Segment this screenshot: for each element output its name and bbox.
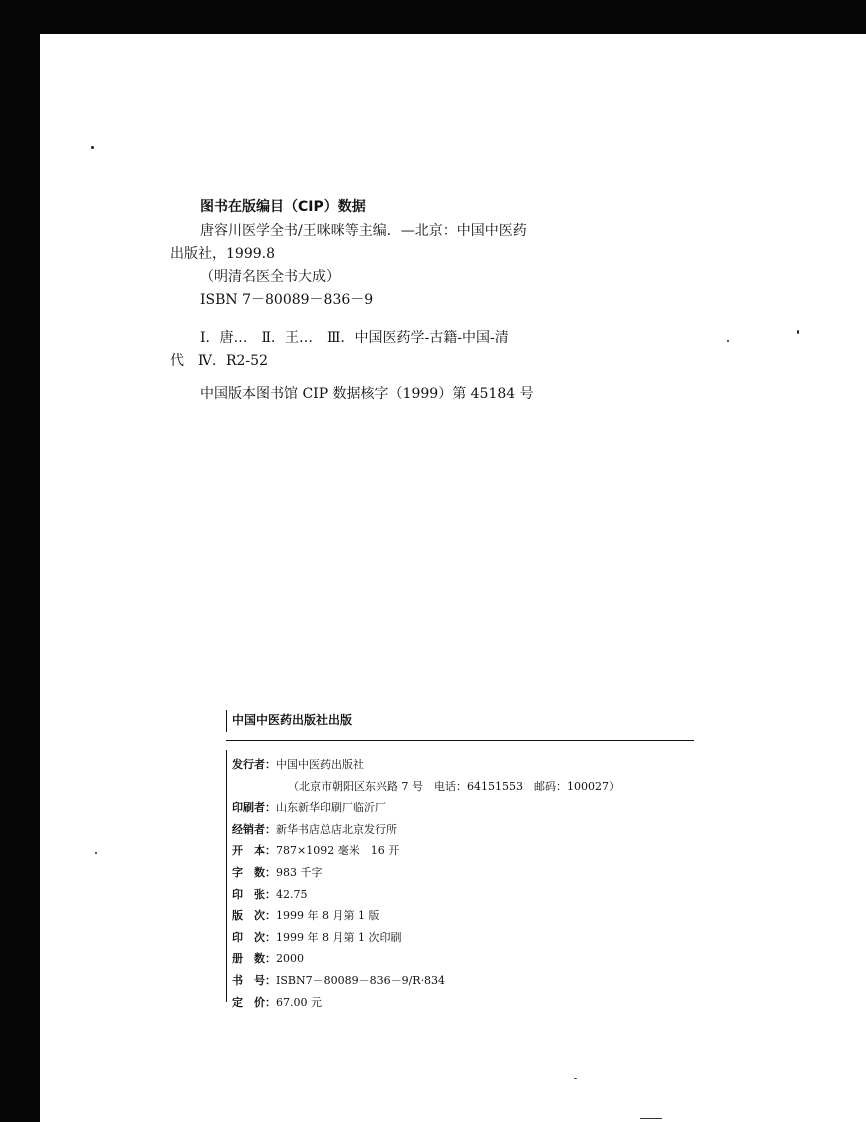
format-row: [232, 840, 620, 862]
format-label: 开 本：: [232, 844, 276, 858]
header-vertical-rule: [226, 710, 227, 732]
publisher-label: 发行者：: [232, 758, 276, 771]
publication-header: 中国中医药出版社出版: [232, 713, 353, 727]
publication-details: [232, 754, 620, 1013]
printed-sheets-value: 42.75: [276, 887, 308, 901]
scan-speck: [727, 340, 729, 342]
printing-value: 1999 年 8 月第 1 次印刷: [276, 930, 402, 944]
copies-label: 册 数：: [232, 952, 276, 966]
cip-classification-line: Ⅰ．唐… Ⅱ．王… Ⅲ．中国医药学-古籍-中国-清: [200, 330, 509, 346]
printed-sheets-row: [232, 884, 620, 906]
cip-publisher-line: 出版社，1999.8: [170, 246, 275, 262]
printing-label: 印 次：: [232, 930, 276, 944]
scan-speck: [91, 146, 94, 149]
rows-vertical-rule: [226, 750, 227, 1002]
publisher-row: [232, 754, 620, 776]
publication-info-block: [226, 710, 696, 1009]
publisher-value: 中国中医药出版社: [276, 758, 364, 771]
scan-top-border: [0, 0, 866, 34]
printing-row: [232, 927, 620, 949]
format-value: 787×1092 毫米 16 开: [276, 844, 400, 858]
distributor-label: 经销者：: [232, 822, 276, 836]
cip-catalog-number: 中国版本图书馆 CIP 数据核字（1999）第 45184 号: [200, 386, 534, 402]
word-count-label: 字 数：: [232, 865, 276, 879]
book-number-value: ISBN7－80089－836－9/R·834: [276, 973, 446, 987]
copies-value: 2000: [276, 952, 304, 966]
price-label: 定 价：: [232, 995, 276, 1009]
horizontal-rule: [226, 740, 694, 741]
scan-speck: [797, 330, 799, 334]
cip-series: （明清名医全书大成）: [200, 269, 340, 285]
printer-label: 印刷者：: [232, 801, 276, 815]
cip-isbn: ISBN 7－80089－836－9: [200, 292, 374, 308]
address-value: （北京市朝阳区东兴路 7 号 电话：64151553 邮码：100027）: [288, 779, 620, 793]
scan-left-border: [0, 0, 40, 1122]
scan-speck: [574, 1078, 577, 1079]
word-count-value: 983 千字: [276, 865, 323, 879]
edition-label: 版 次：: [232, 909, 276, 923]
distributor-row: [232, 819, 620, 841]
cip-book-line: 唐容川医学全书/王咪咪等主编．—北京：中国中医药: [200, 223, 527, 239]
cip-title: 图书在版编目（CIP）数据: [200, 199, 366, 215]
price-row: [232, 992, 620, 1014]
printer-row: [232, 797, 620, 819]
edition-row: [232, 905, 620, 927]
book-number-label: 书 号：: [232, 973, 276, 987]
address-row: [232, 776, 620, 798]
edition-value: 1999 年 8 月第 1 版: [276, 909, 380, 923]
copies-row: [232, 948, 620, 970]
distributor-value: 新华书店总店北京发行所: [276, 822, 397, 836]
scan-speck: [95, 852, 97, 854]
price-value: 67.00 元: [276, 995, 322, 1009]
word-count-row: [232, 862, 620, 884]
scan-speck: [640, 1118, 662, 1119]
printed-sheets-label: 印 张：: [232, 887, 276, 901]
printer-value: 山东新华印刷厂临沂厂: [276, 801, 386, 815]
book-number-row: [232, 970, 620, 992]
cip-classification-line-2: 代 Ⅳ．R2-52: [170, 353, 268, 369]
